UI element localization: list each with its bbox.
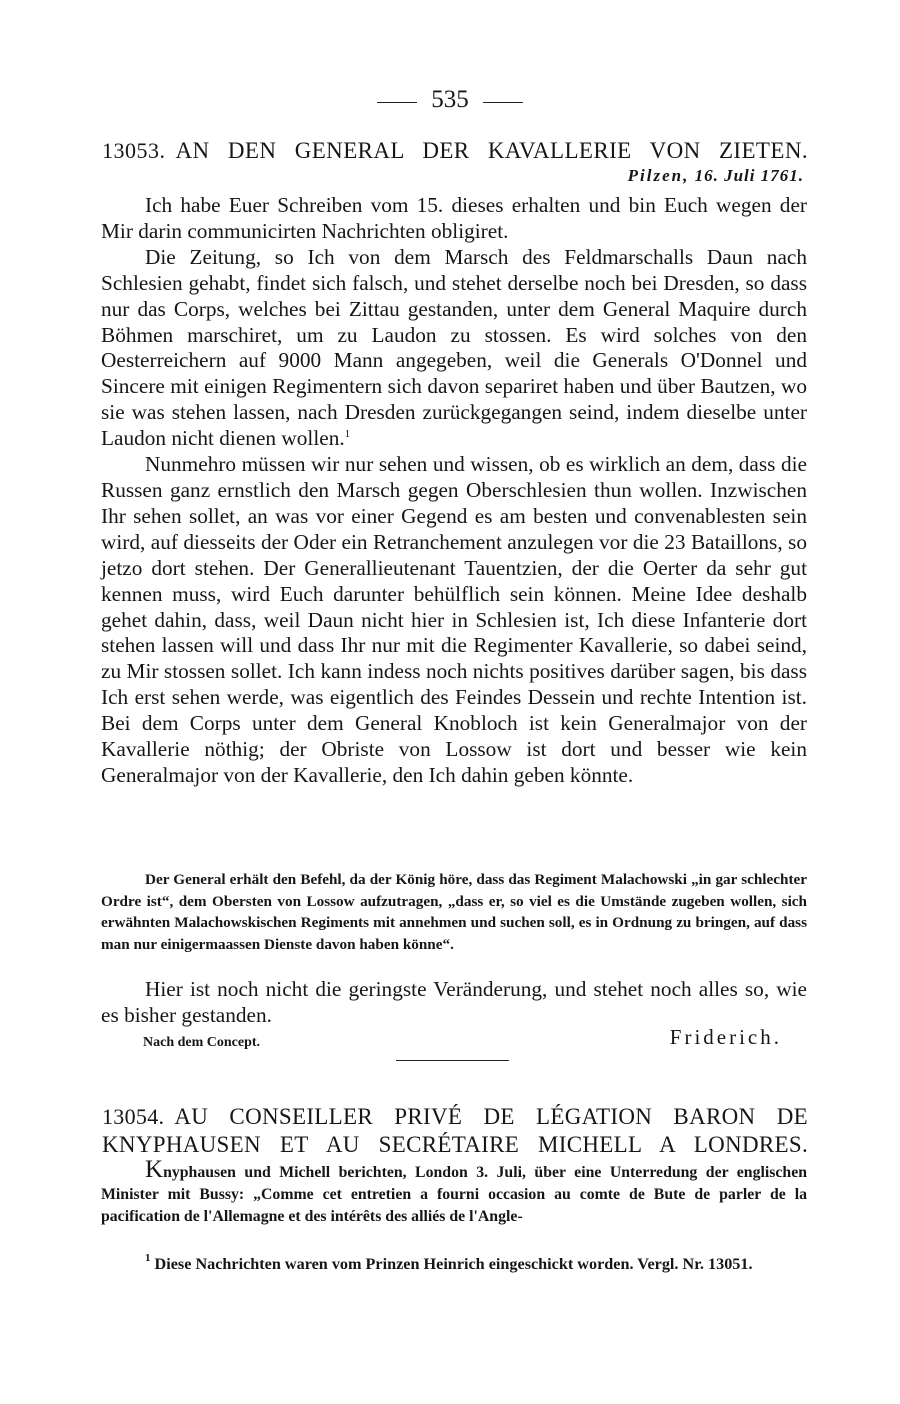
report-paragraph	[101, 1156, 807, 1228]
letter-title: AN DEN GENERAL DER KAVALLERIE VON ZIETEN.	[175, 138, 808, 163]
section-divider	[396, 1060, 509, 1061]
source-note: Nach dem Concept.	[143, 1035, 261, 1050]
editor-summary	[101, 869, 807, 955]
page-number	[0, 86, 900, 114]
dateline-place: Pilzen,	[627, 166, 690, 185]
letter2-heading-line1	[102, 1103, 808, 1131]
letter-body	[101, 193, 807, 789]
report-summary	[101, 1156, 807, 1228]
dateline	[628, 166, 804, 186]
footnote-text: Diese Nachrichten waren vom Prinzen Heinrich eingeschickt worden. Vergl. Nr. 13051.	[154, 1255, 753, 1273]
dateline-date: 16. Juli 1761.	[694, 166, 804, 185]
footnote-marker: 1	[344, 428, 351, 441]
letter2-heading	[102, 1103, 808, 1159]
letter2-title-line1: AU CONSEILLER PRIVÉ DE LÉGATION BARON DE	[174, 1104, 808, 1129]
footnote-paragraph	[101, 1252, 807, 1276]
paragraph: Ich habe Euer Schreiben vom 15. dieses erhalten und bin Euch wegen der Mir darin communicirten Nachrichten obligiret.	[101, 193, 807, 243]
page-number-dash-right	[483, 102, 523, 103]
footnote	[101, 1252, 807, 1276]
report-initial: K	[145, 1156, 164, 1183]
letter-closing	[101, 977, 807, 1029]
paragraph-with-note	[101, 245, 807, 452]
letter-number: 13053.	[102, 138, 166, 163]
paragraph-text: Die Zeitung, so Ich von dem Marsch des Feldmarschalls Daun nach Schlesien gehabt, findet sich falsch, und stehet derselbe noch bei Dresden, so dass nur das Corps, welches bei Zittau gestanden, unter dem General Maquire durch Böhmen marschiret, um zu Laudon zu stossen. Es wird solches von den Oesterreichern auf 9000 Mann angegeben, weil die Generals O'Donnel und Sincere mit einigen Regimentern sich davon separiret haben und über Bautzen, wo sie was stehen lassen, nach Dresden zurückgegangen seind, indem dieselbe unter Laudon nicht dienen wollen.	[101, 244, 807, 451]
letter-heading	[102, 136, 808, 166]
page-number-value: 535	[431, 86, 469, 113]
letter2-title-line2: KNYPHAUSEN ET AU SECRÉTAIRE MICHELL A LONDRES.	[102, 1132, 808, 1157]
signature: Friderich.	[669, 1025, 782, 1049]
footnote-number: 1	[145, 1252, 151, 1264]
paragraph: Nunmehro müssen wir nur sehen und wissen, ob es wirklich an dem, dass die Russen ganz ernstlich den Marsch gegen Oberschlesien thun wollen. Inzwischen Ihr sehen sollet, an was vor einer Gegend es am besten und convenablesten sein wird, auf diesseits der Oder ein Retranchement anzulegen vor die 23 Bataillons, so jetzo dort stehen. Der Generallieutenant Tauentzien, der die Oerter da sehr gut kennen muss, wird Euch darunter behülflich sein können. Meine Idee deshalb gehet dahin, dass, weil Daun nicht hier in Schlesien ist, Ich diese Infanterie dort stehen lassen will und dass Ihr nur mit die Regimenter Kavallerie, so dabei seind, zu Mir stossen sollet. Ich kann indess noch nichts positives darüber sagen, bis dass Ich erst sehen werde, was eigentlich des Feindes Dessein und rechte Intention ist. Bei dem Corps unter dem General Knobloch ist kein Generalmajor von der Kavallerie nöthig; der Obriste von Lossow ist dort und besser wie kein Generalmajor von der Kavallerie, den Ich dahin geben könnte.	[101, 452, 807, 787]
closing-text: Hier ist noch nicht die geringste Veränderung, und stehet noch alles so, wie es bisher gestanden.	[101, 977, 807, 1027]
letter2-number: 13054.	[102, 1104, 165, 1129]
summary-text: Der General erhält den Befehl, da der König höre, dass das Regiment Malachowski „in gar schlechter Ordre ist“, dem Obersten von Lossow aufzutragen, „dass er, so viel es die Umstände zugeben wollen, sich erwähnten Malachowskischen Regiments mit annehmen und suchen soll, es in Ordnung zu bringen, auf dass man nur einigermaassen Dienste davon haben könne“.	[101, 871, 807, 953]
report-text: nyphausen und Michell berichten, London 3. Juli, über eine Unterredung der englischen Minister mit Bussy: „Comme cet entretien a fourni occasion au comte de Bute de parler de la pacification de l'Allemagne et des intérêts des alliés de l'Angle-	[101, 1164, 807, 1225]
page-number-dash-left	[377, 102, 417, 103]
